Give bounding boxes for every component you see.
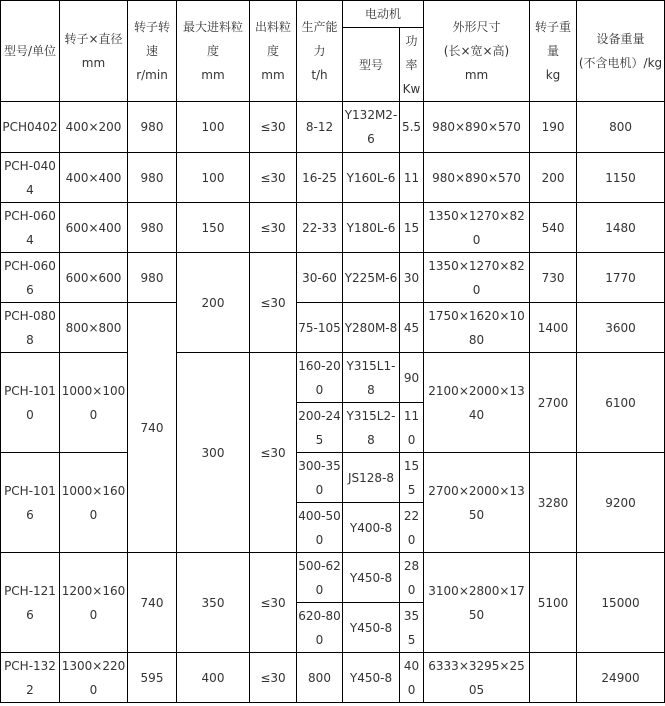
model-cell: PCH-0604 [1,203,60,253]
rotor-speed-cell: 980 [128,203,177,253]
model-cell: PCH-1010 [1,353,60,453]
motor-power-cell: 30 [400,253,424,303]
motor-power-cell: 11 [400,153,424,203]
capacity-cell: 500-620 [297,553,343,603]
output-size-cell: ≤30 [250,153,297,203]
dimensions-cell: 1350×1270×820 [424,253,530,303]
rotor-size-cell: 1300×2200 [60,653,128,703]
rotor-speed-cell: 980 [128,153,177,203]
dimensions-cell: 1350×1270×820 [424,203,530,253]
rotor-weight-cell: 190 [530,102,577,153]
equipment-weight-cell: 800 [577,102,665,153]
capacity-cell: 75-105 [297,303,343,353]
header-motor: 电动机 [343,1,424,28]
model-cell: PCH-0606 [1,253,60,303]
motor-power-cell: 155 [400,453,424,503]
dimensions-cell: 1750×1620×1080 [424,303,530,353]
motor-model-cell: Y180L-6 [343,203,400,253]
capacity-cell: 620-800 [297,603,343,653]
output-size-cell: ≤30 [250,253,297,353]
header-rotor-speed: 转子转速 r/min [128,1,177,102]
capacity-cell: 22-33 [297,203,343,253]
capacity-cell: 16-25 [297,153,343,203]
rotor-weight-cell [530,653,577,703]
motor-power-cell: 280 [400,553,424,603]
equipment-weight-cell: 9200 [577,453,665,553]
motor-power-cell: 5.5 [400,102,424,153]
header-capacity: 生产能力 t/h [297,1,343,102]
table-row [1,253,665,303]
header-motor-model: 型号 [343,28,400,102]
motor-power-cell: 15 [400,203,424,253]
table-row [1,553,665,603]
equipment-weight-cell: 1770 [577,253,665,303]
output-size-cell: ≤30 [250,102,297,153]
equipment-weight-cell: 6100 [577,353,665,453]
output-size-cell: ≤30 [250,653,297,703]
equipment-weight-cell: 24900 [577,653,665,703]
motor-power-cell: 110 [400,403,424,453]
equipment-weight-cell: 1150 [577,153,665,203]
equipment-weight-cell: 3600 [577,303,665,353]
max-feed-cell: 200 [177,253,250,353]
header-max-feed: 最大进料粒度 mm [177,1,250,102]
header-model-unit: 型号/单位 [1,1,60,102]
motor-model-cell: Y315L2-8 [343,403,400,453]
rotor-speed-cell: 740 [128,303,177,553]
max-feed-cell: 100 [177,102,250,153]
rotor-speed-cell: 740 [128,553,177,653]
rotor-speed-cell: 980 [128,102,177,153]
model-cell: PCH-1016 [1,453,60,553]
header-rotor-weight: 转子重量 kg [530,1,577,102]
output-size-cell: ≤30 [250,203,297,253]
table-row [1,153,665,203]
max-feed-cell: 400 [177,653,250,703]
rotor-weight-cell: 5100 [530,553,577,653]
motor-model-cell: Y450-8 [343,603,400,653]
rotor-size-cell: 1200×1600 [60,553,128,653]
model-cell: PCH-0404 [1,153,60,203]
rotor-weight-cell: 730 [530,253,577,303]
model-cell: PCH-1216 [1,553,60,653]
model-cell: PCH-0808 [1,303,60,353]
capacity-cell: 8-12 [297,102,343,153]
max-feed-cell: 100 [177,153,250,203]
dimensions-cell: 2100×2000×1340 [424,353,530,453]
table-row [1,453,665,503]
capacity-cell: 200-245 [297,403,343,453]
rotor-speed-cell: 980 [128,253,177,303]
header-output-size: 出料粒度 mm [250,1,297,102]
rotor-size-cell: 800×800 [60,303,128,353]
header-rotor-size: 转子×直径 mm [60,1,128,102]
dimensions-cell: 980×890×570 [424,153,530,203]
dimensions-cell: 3100×2800×1750 [424,553,530,653]
equipment-weight-cell: 15000 [577,553,665,653]
motor-model-cell: Y225M-6 [343,253,400,303]
motor-power-cell: 355 [400,603,424,653]
motor-power-cell: 400 [400,653,424,703]
rotor-size-cell: 1000×1600 [60,453,128,553]
max-feed-cell: 350 [177,553,250,653]
table-row [1,102,665,153]
motor-power-cell: 45 [400,303,424,353]
motor-model-cell: Y315L1-8 [343,353,400,403]
table-row [1,303,665,353]
table-row [1,653,665,703]
rotor-size-cell: 600×400 [60,203,128,253]
rotor-weight-cell: 2700 [530,353,577,453]
model-cell: PCH-1322 [1,653,60,703]
output-size-cell: ≤30 [250,553,297,653]
max-feed-cell: 150 [177,203,250,253]
rotor-size-cell: 400×200 [60,102,128,153]
rotor-size-cell: 1000×1000 [60,353,128,453]
header-equipment-weight: 设备重量 (不含电机）/kg [577,1,665,102]
motor-power-cell: 90 [400,353,424,403]
table-row [1,203,665,253]
capacity-cell: 400-500 [297,503,343,553]
dimensions-cell: 980×890×570 [424,102,530,153]
output-size-cell: ≤30 [250,353,297,553]
capacity-cell: 800 [297,653,343,703]
capacity-cell: 160-200 [297,353,343,403]
rotor-size-cell: 600×600 [60,253,128,303]
header-dimensions: 外形尺寸 (长×宽×高) mm [424,1,530,102]
motor-power-cell: 220 [400,503,424,553]
model-cell: PCH0402 [1,102,60,153]
dimensions-cell: 2700×2000×1350 [424,453,530,553]
header-motor-power: 功率 Kw [400,28,424,102]
rotor-size-cell: 400×400 [60,153,128,203]
rotor-weight-cell: 540 [530,203,577,253]
dimensions-cell: 6333×3295×2505 [424,653,530,703]
capacity-cell: 300-350 [297,453,343,503]
equipment-weight-cell: 1480 [577,203,665,253]
max-feed-cell: 300 [177,353,250,553]
motor-model-cell: JS128-8 [343,453,400,503]
motor-model-cell: Y450-8 [343,653,400,703]
motor-model-cell: Y280M-8 [343,303,400,353]
rotor-weight-cell: 200 [530,153,577,203]
rotor-weight-cell: 1400 [530,303,577,353]
capacity-cell: 30-60 [297,253,343,303]
rotor-weight-cell: 3280 [530,453,577,553]
rotor-speed-cell: 595 [128,653,177,703]
motor-model-cell: Y400-8 [343,503,400,553]
table-row [1,353,665,403]
motor-model-cell: Y132M2-6 [343,102,400,153]
motor-model-cell: Y160L-6 [343,153,400,203]
motor-model-cell: Y450-8 [343,553,400,603]
